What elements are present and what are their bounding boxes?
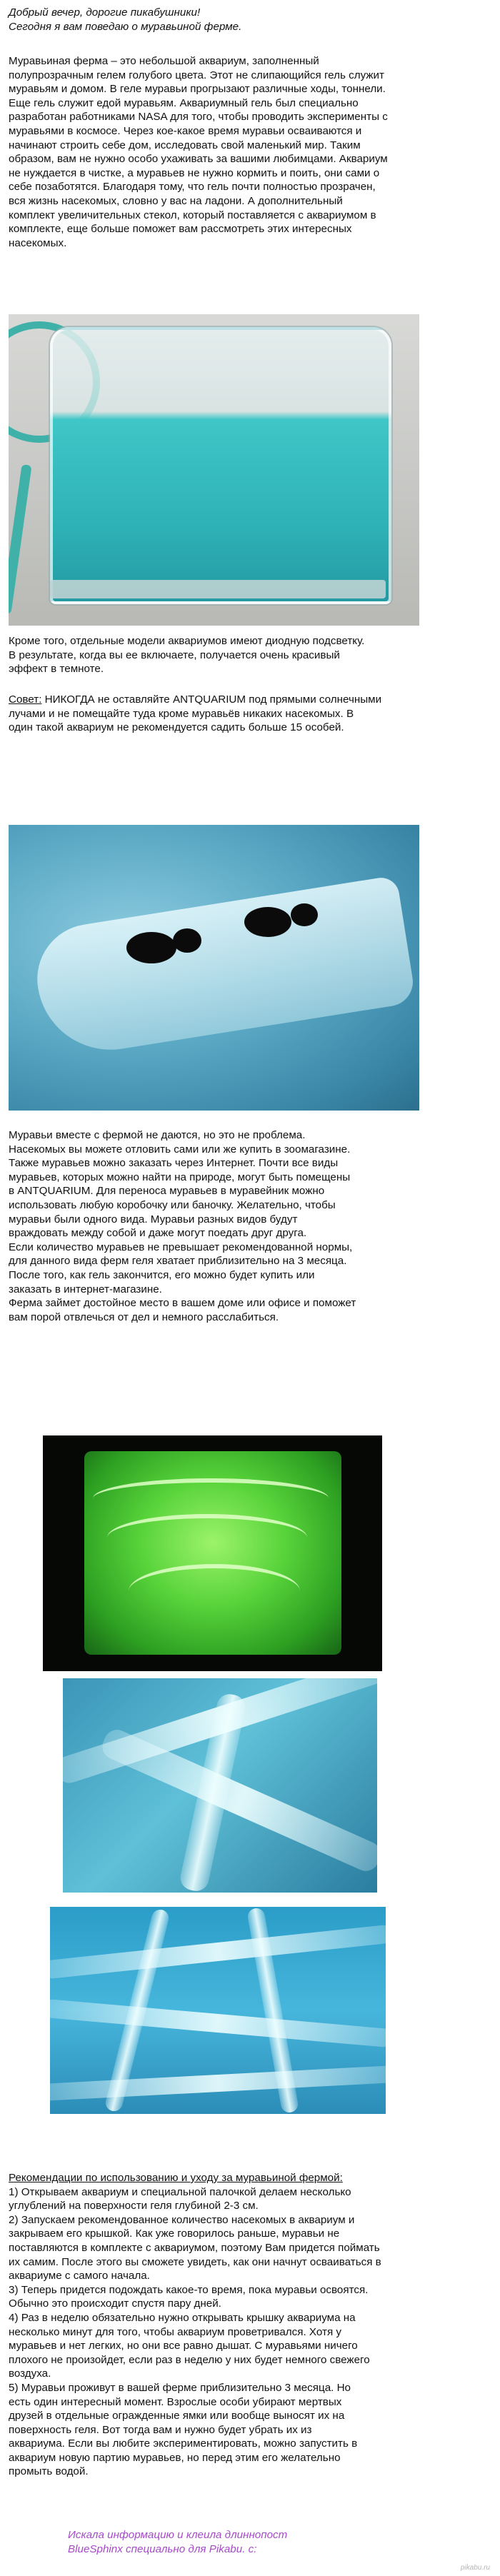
advice-paragraph	[9, 693, 483, 735]
text-line: Кроме того, отдельные модели аквариумов имеют диодную подсветку.	[9, 635, 365, 647]
text-line: муравьями в космосе. Через кое-какое время муравьи осваиваются и	[9, 124, 362, 137]
tunnel-closeup-photo	[63, 1678, 377, 1893]
text-line: использовать любую коробочку или баночку. Желательно, чтобы	[9, 1198, 336, 1211]
text-line: есть один интересный момент. Взрослые особи убирают мертвых	[9, 2395, 342, 2408]
text-line: В результате, когда вы ее включаете, получается очень красивый	[9, 648, 340, 661]
site-watermark: pikabu.ru	[460, 2564, 490, 2572]
text-line: враждовать между собой и даже могут поедать друг друга.	[9, 1227, 307, 1240]
text-line: 3) Теперь придется подождать какое-то время, пока муравьи освоятся.	[9, 2283, 369, 2296]
text-line: муравьям и домом. В геле муравьи прогрызают различные ходы, тоннели.	[9, 83, 386, 96]
ant-farm-photo	[9, 314, 419, 626]
credit-line: Искала информацию и клеила длиннопост	[68, 2529, 288, 2541]
text-line: полупрозрачным гелем голубого цвета. Этот не слипающийся гель служит	[9, 69, 384, 81]
text-line: образом, вам не нужно особо ухаживать за вашими любимцами. Аквариум	[9, 153, 388, 166]
ant	[291, 903, 318, 926]
tunnel-network-photo	[50, 1907, 386, 2114]
text-line: 1) Открываем аквариум и специальной палочкой делаем несколько	[9, 2185, 351, 2198]
text-line: не нуждается в чистке, а муравьев не нужно кормить и поить, они сами о	[9, 166, 380, 179]
tank-base	[50, 580, 386, 598]
ant	[126, 932, 176, 963]
text-line: Муравьиная ферма – это небольшой аквариум, заполненный	[9, 55, 319, 67]
tunnel-tube	[50, 2065, 386, 2101]
text-line: разработан работниками NASA для того, чтобы проводить эксперименты с	[9, 111, 388, 124]
text-line: плохого не произойдет, если раз в неделю у них будет немного свежего	[9, 2353, 370, 2366]
text-line: комплекте, еще больше поможет вам рассмотреть этих интересных	[9, 223, 352, 236]
text-line: Если количество муравьев не превышает рекомендованной нормы,	[9, 1241, 353, 1253]
text-line: лучами и не помещайте туда кроме муравьёв никаких насекомых. В	[9, 707, 354, 720]
gel-tank	[50, 327, 391, 604]
text-line: муравьев, которых можно найти на природе, могут быть помещены	[9, 1171, 351, 1183]
text-line: Обычно это происходит спустя пару дней.	[9, 2297, 221, 2310]
text-line: несколько минут для того, чтобы аквариум проветривался. Хотя у	[9, 2325, 341, 2338]
backlight-paragraph	[9, 634, 483, 676]
tunnel-tube	[50, 1924, 386, 1979]
text-line: Также муравьев можно заказать через Интернет. Почти все виды	[9, 1157, 339, 1170]
text-line: поставляются в комплекте с аквариумом, поэтому Вам придется поймать	[9, 2241, 380, 2254]
text-line: их самим. После этого вы сможете увидеть, как они начнут осваиваться в	[9, 2255, 381, 2268]
text-line: Еще гель служит едой муравьям. Аквариумный гель был специально	[9, 96, 359, 109]
tunnel-tube	[50, 1999, 386, 2048]
text-line: вся жизнь насекомых, словно у вас на ладони. А дополнительный	[9, 194, 343, 207]
text-line: аквариума. Если вы любите экспериментировать, можно запустить в	[9, 2437, 358, 2450]
intro-line: Сегодня я вам поведаю о муравьиной ферме.	[9, 20, 242, 33]
recommendations-title: Рекомендации по использованию и уходу за муравьиной фермой:	[9, 2172, 343, 2184]
tunnel-vein	[107, 1514, 307, 1561]
text-line: вам порой отвлечься от дел и немного расслабиться.	[9, 1310, 279, 1323]
tunnel-vein	[93, 1478, 329, 1518]
ant	[50, 1918, 60, 1924]
green-ant-farm-photo	[43, 1435, 382, 1671]
text-line: муравьев и нет легких, но они все равно дышат. С муравьями ничего	[9, 2340, 358, 2352]
text-line: один такой аквариум не рекомендуется садить больше 15 особей.	[9, 721, 344, 734]
text-line: друзей в отдельные огражденные ямки или вообще выносят их на	[9, 2410, 345, 2422]
text-line: углублений на поверхности геля глубиной 2-3 см.	[9, 2200, 259, 2212]
text-line: 4) Раз в неделю обязательно нужно открывать крышку аквариума на	[9, 2311, 356, 2324]
text-line: аквариум новую партию муравьев, но перед этим его желательно	[9, 2451, 341, 2464]
text-line: муравьи были одного вида. Муравьи разных видов будут	[9, 1213, 298, 1226]
text-line: эффект в темноте.	[9, 663, 104, 676]
tunnel-tube	[99, 1725, 377, 1875]
text-line: в ANTQUARIUM. Для переноса муравьев в муравейник можно	[9, 1185, 325, 1198]
ants-info-paragraph	[9, 1128, 483, 1324]
text-line: Муравьи вместе с фермой не даются, но это не проблема.	[9, 1129, 306, 1141]
recommendations-section	[9, 2171, 483, 2479]
tunnel-vein	[129, 1564, 300, 1618]
text-line: 2) Запускаем рекомендованное количество насекомых в аквариум и	[9, 2213, 355, 2226]
post-greeting	[9, 6, 483, 34]
text-line: После того, как гель закончится, его можно будет купить или	[9, 1268, 315, 1281]
text-line: насекомых.	[9, 236, 67, 249]
text-line: поверхность геля. Вот тогда вам и нужно будет убрать их из	[9, 2423, 312, 2436]
ant	[50, 1907, 60, 1913]
greeting-line: Добрый вечер, дорогие пикабушники!	[9, 6, 201, 19]
ant	[173, 928, 201, 953]
text-line: закрываем его крышкой. Как уже говорилось раньше, муравьи не	[9, 2227, 340, 2240]
gel-tunnel	[29, 875, 416, 1060]
magnifier-handle	[9, 464, 32, 614]
intro-paragraph	[9, 54, 483, 250]
credit-line: BlueSphinx специально для Pikabu. с:	[68, 2542, 257, 2555]
ants-tunnel-photo	[9, 825, 419, 1111]
text-line: себе позаботятся. Благодаря тому, что гель почти полностью прозрачен,	[9, 181, 376, 194]
ant	[244, 907, 291, 937]
ant	[50, 1913, 60, 1918]
text-line: начинают строить себе дом, исследовать свой маленький мир. Таким	[9, 139, 361, 151]
text-line: Насекомых вы можете отловить сами или же купить в зоомагазине.	[9, 1143, 351, 1156]
text-line: 5) Муравьи проживут в вашей ферме приблизительно 3 месяца. Но	[9, 2381, 351, 2394]
text-line: воздуха.	[9, 2367, 51, 2380]
text-line: Ферма займет достойное место в вашем доме или офисе и поможет	[9, 1297, 356, 1310]
author-credit	[68, 2528, 287, 2556]
text-line: промыть водой.	[9, 2465, 89, 2478]
text-line: аквариуме с самого начала.	[9, 2270, 150, 2282]
text-line: заказать в интернет-магазине.	[9, 1283, 162, 1295]
text-line: комплект увеличительных стекол, который поставляется с аквариумом в	[9, 209, 376, 221]
ant	[63, 1678, 87, 1694]
text-line: НИКОГДА не оставляйте ANTQUARIUM под прямыми солнечными	[41, 693, 382, 706]
text-line: для данного вида ферм геля хватает приблизительно на 3 месяца.	[9, 1255, 347, 1268]
advice-label: Совет:	[9, 693, 42, 706]
